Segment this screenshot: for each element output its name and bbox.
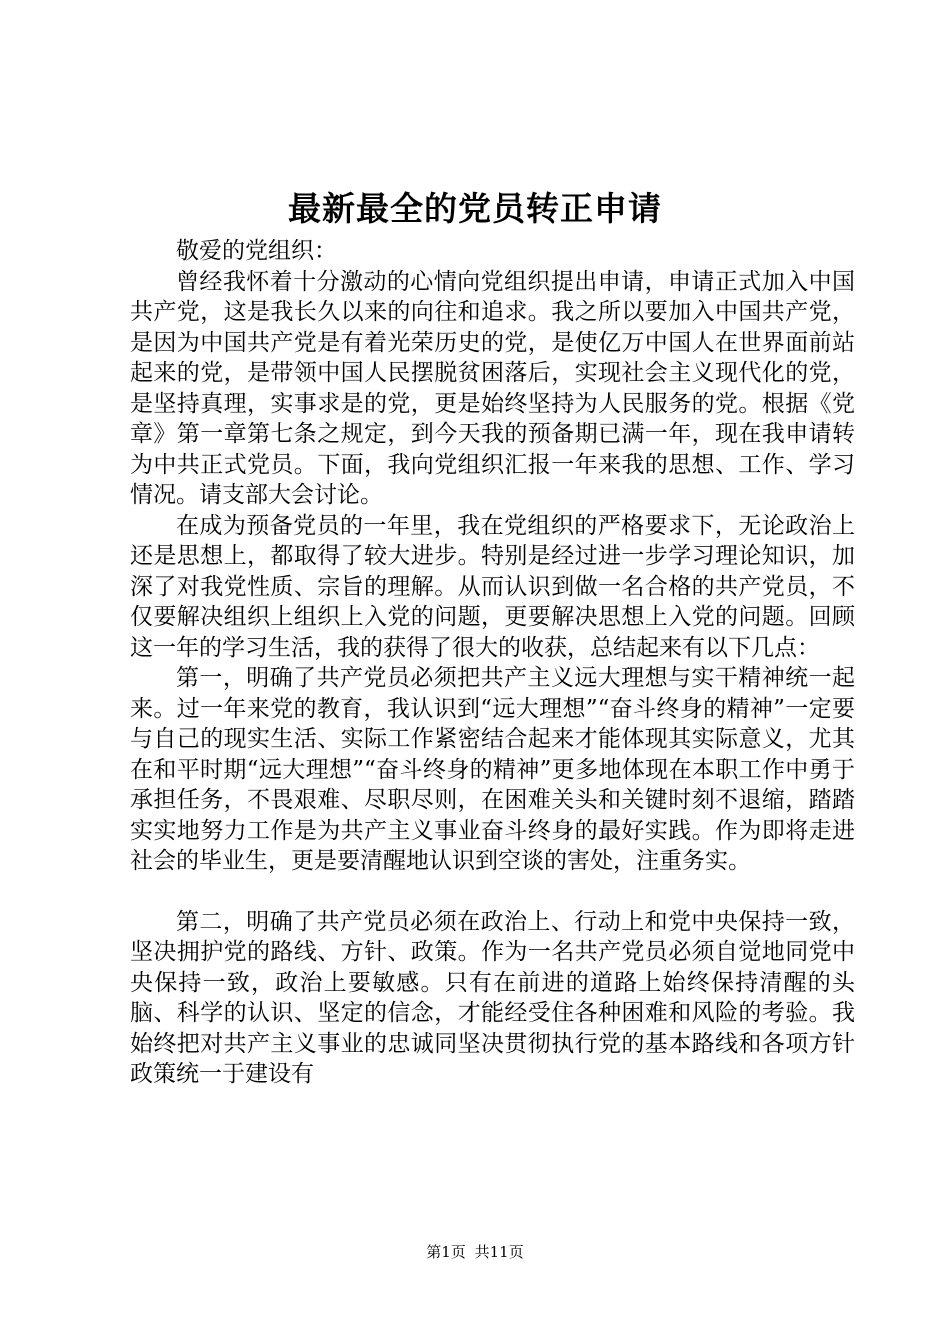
page-footer: [0, 1241, 950, 1263]
document-title: 最新最全的党员转正申请: [288, 189, 662, 228]
paragraph-spacer: [130, 877, 855, 907]
body-paragraph: 在成为预备党员的一年里，我在党组织的严格要求下，无论政治上还是思想上，都取得了较大进步。特别是经过进一步学习理论知识，加深了对我党性质、宗旨的理解。从而认识到做一名合格的共产党员，不仅要解决组织上组织上入党的问题，更要解决思想上入党的问题。回顾这一年的学习生活，我的获得了很大的收获，总结起来有以下几点：: [130, 512, 855, 661]
page-indicator: 第1页 共11页: [426, 1243, 524, 1261]
document-body: [130, 236, 855, 1090]
body-paragraph: 曾经我怀着十分激动的心情向党组织提出申请，申请正式加入中国共产党，这是我长久以来的向往和追求。我之所以要加入中国共产党，是因为中国共产党是有着光荣历史的党，是使亿万中国人在世界面前站起来的党，是带领中国人民摆脱贫困落后，实现社会主义现代化的党，是坚持真理，实事求是的党，更是始终坚持为人民服务的党。根据《党章》第一章第七条之规定，到今天我的预备期已满一年，现在我申请转为中共正式党员。下面，我向党组织汇报一年来我的思想、工作、学习情况。请支部大会讨论。: [130, 268, 855, 508]
greeting-line: 敬爱的党组织：: [176, 238, 337, 264]
body-paragraph: 第一，明确了共产党员必须把共产主义远大理想与实干精神统一起来。过一年来党的教育，我认识到“远大理想”“奋斗终身的精神”一定要与自己的现实生活、实际工作紧密结合起来才能体现其实际意义，尤其在和平时期“远大理想”“奋斗终身的精神”更多地体现在本职工作中勇于承担任务，不畏艰难、尽职尽则，在困难关头和关键时刻不退缩，踏踏实实地努力工作是为共产主义事业奋斗终身的最好实践。作为即将走进社会的毕业生，更是要清醒地认识到空谈的害处，注重务实。: [130, 665, 855, 874]
body-paragraph: 第二，明确了共产党员必须在政治上、行动上和党中央保持一致，坚决拥护党的路线、方针、政策。作为一名共产党员必须自觉地同党中央保持一致，政治上要敏感。只有在前进的道路上始终保持清醒的头脑、科学的认识、坚定的信念，才能经受住各种困难和风险的考验。我始终把对共产主义事业的忠诚同坚决贯彻执行党的基本路线和各项方针政策统一于建设有: [130, 908, 855, 1087]
